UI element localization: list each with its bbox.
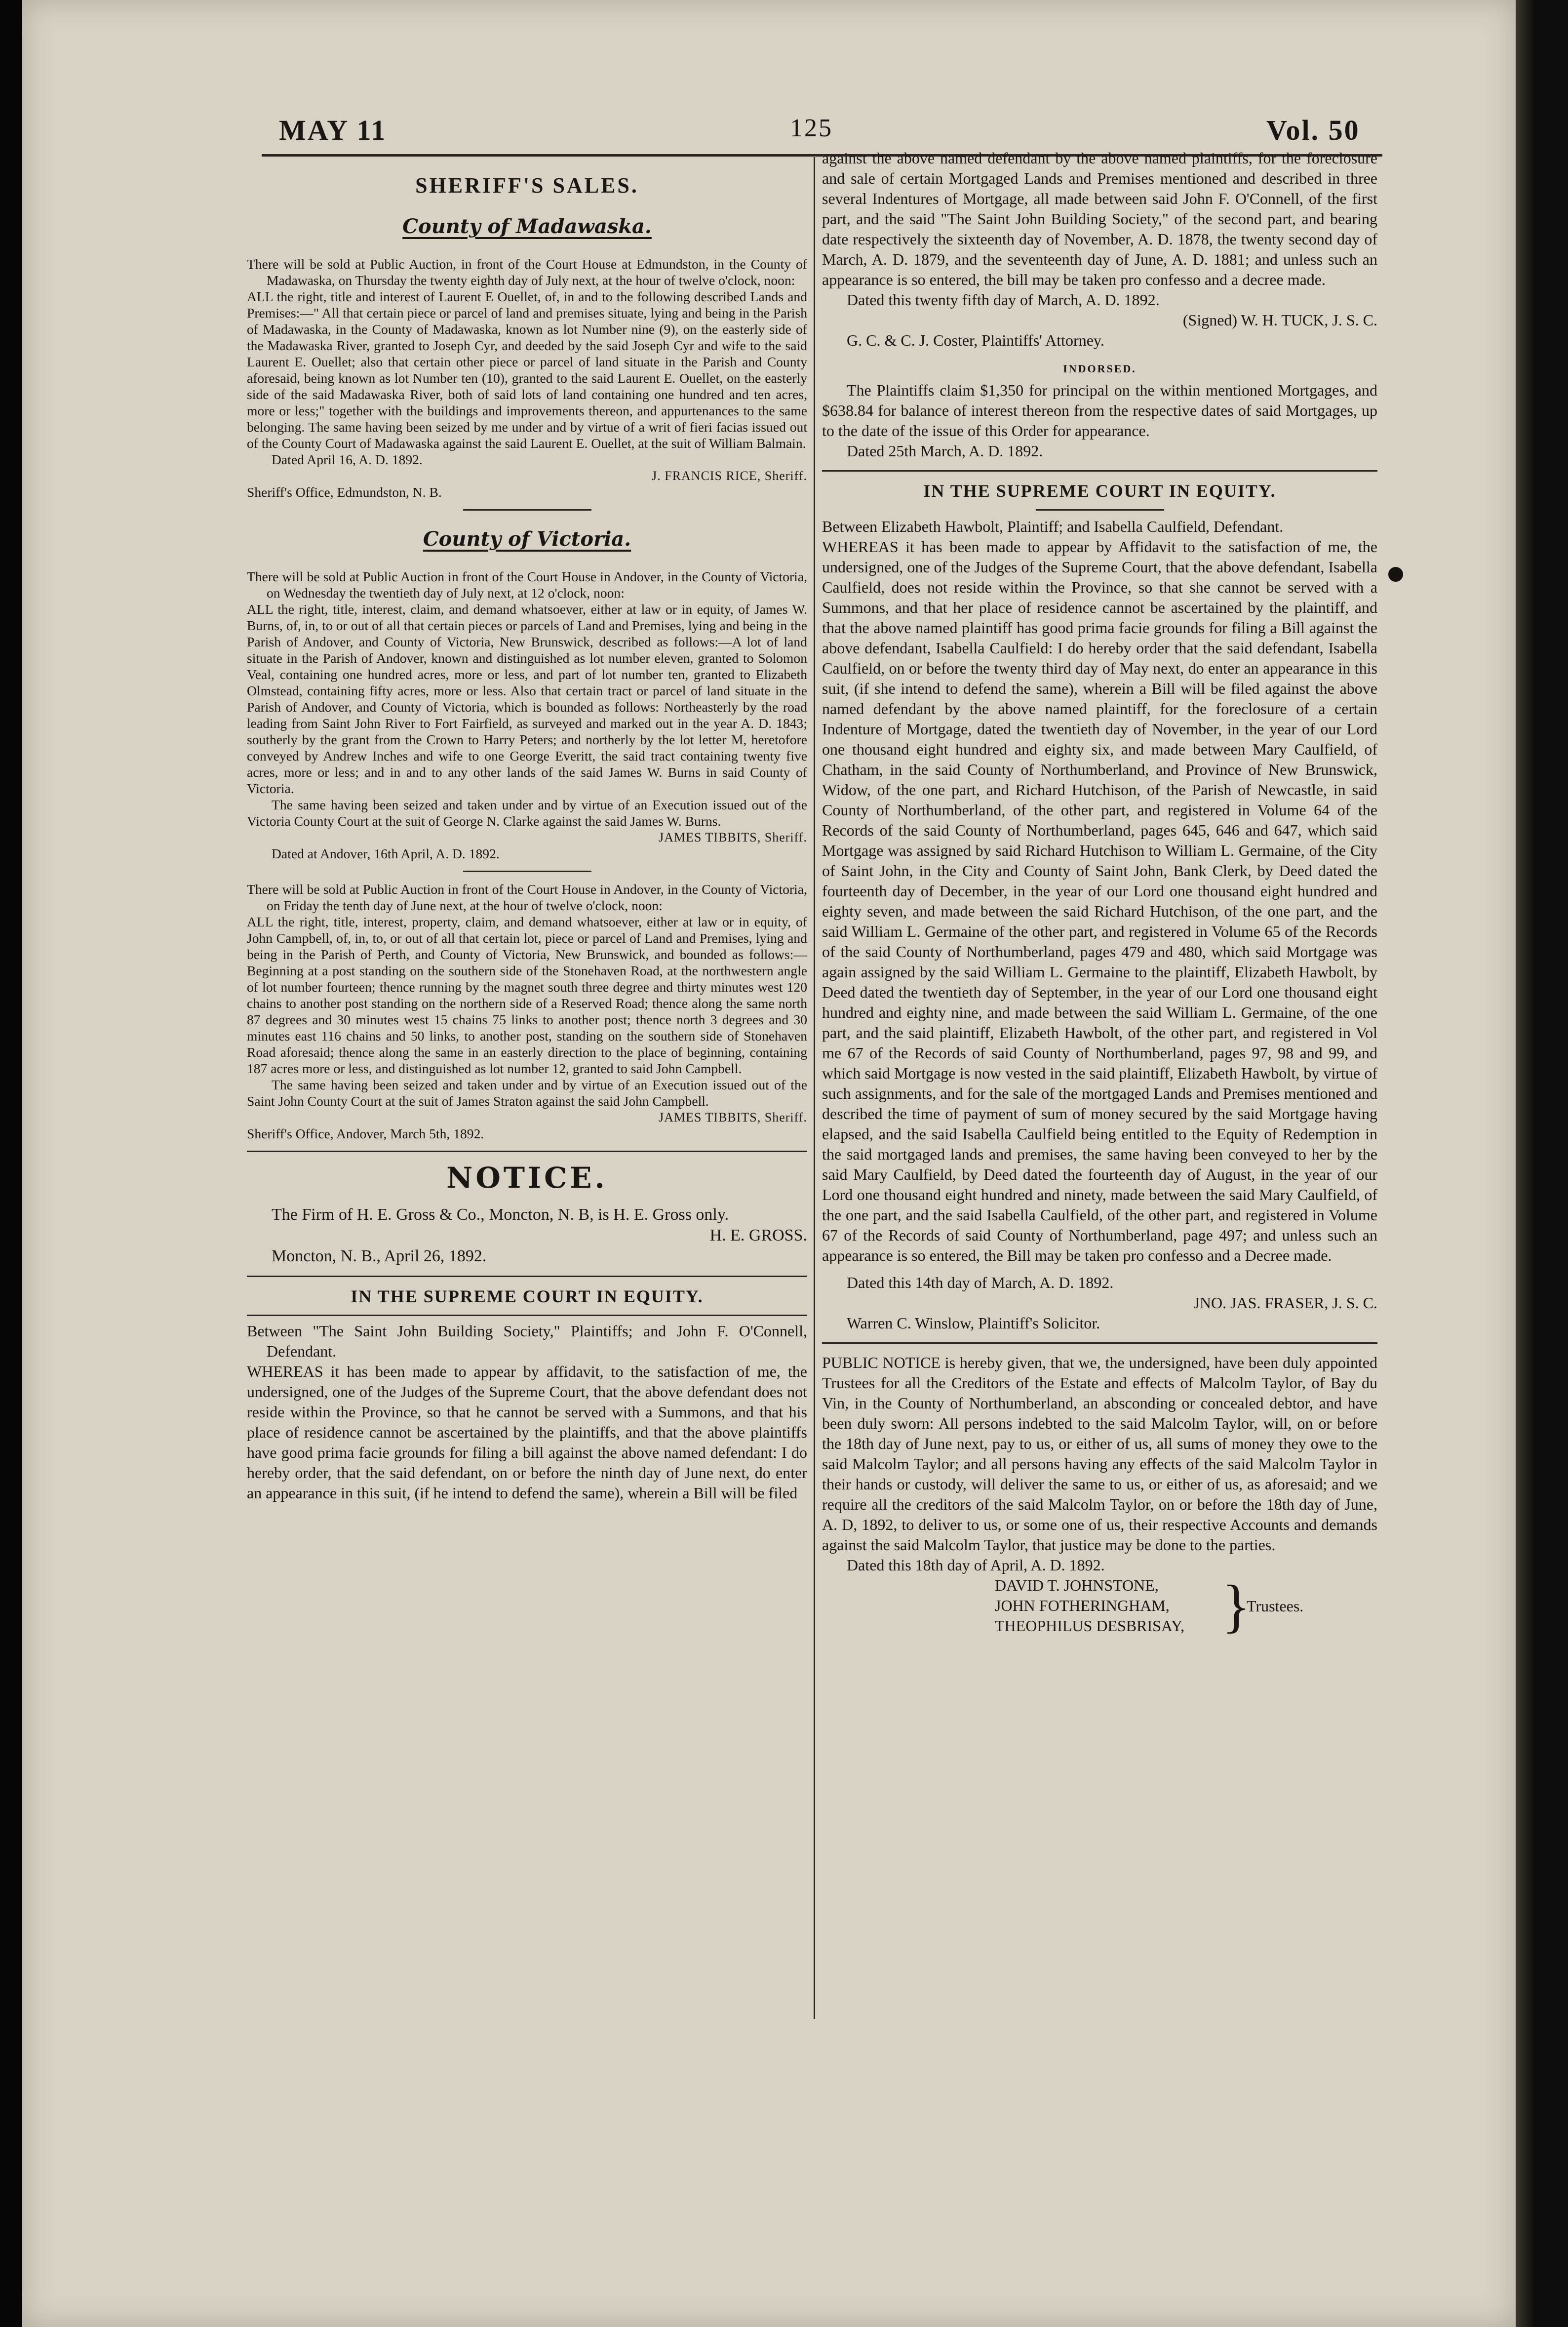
victoria-heading: County of Victoria. (423, 527, 631, 551)
victoria2-seized: The same having been seized and taken under and by virtue of an Execution issued out of the Saint John County Court at the suit of James Straton against the said John Campbell. (247, 1077, 807, 1109)
notice-place-date: Moncton, N. B., April 26, 1892. (272, 1247, 487, 1265)
victoria-dated: Dated at Andover, 16th April, A. D. 1892. (272, 846, 500, 861)
trustees-block (822, 1573, 1377, 1639)
ink-blot (1388, 567, 1403, 582)
section-divider (822, 470, 1377, 472)
equity2-body: WHEREAS it has been made to appear by Affidavit to the satisfaction of me, the undersigned, one of the Judges of the Supreme Court, that the above defendant, Isabella Caulfield, does not reside within the Province, so that she cannot be served with a Summons, and that her place of residence cannot be ascertained by the plaintiff, and that the above named plaintiff has good prima facie grounds for filing a Bill against the above defendant, Isabella Caulfield: I do hereby order that the said defendant, Isabella Caulfield, on or before the twenty third day of May next, do enter an appearance in this suit, (if she intend to defend the same), wherein a Bill will be filed against the above named defendant by the above named plaintiff, for the foreclosure of a certain Indenture of Mortgage, dated the twentieth day of November, in the year of our Lord one thousand eight hundred and eighty six, and made between Mary Caulfield, of Chatham, in the said County of Northumberland, and Province of New Brunswick, Widow, of the one part, and Richard Hutchison, of the Parish of Newcastle, in said County of Northumberland, of the other part, and registered in Volume 64 of the Records of the said County of Northumberland, pages 645, 646 and 647, which said Mortgage was assigned by said Richard Hutchison to William L. Germaine, of the City of Saint John, in the City and County of Saint John, Bank Clerk, by Deed dated the fourteenth day of December, in the year of our Lord one thousand eight hundred and eighty seven, and made between the said Richard Hutchison, of the one part, and the said William L. Germaine of the other part, and registered in Volume 65 of the Records of the said County of Northumberland, pages 479 and 480, which said Mortgage was again assigned by the said William L. Germaine to the plaintiff, Elizabeth Hawbolt, by Deed dated the twentieth day of September, in the year of our Lord one thousand eight hundred and eighty nine, and made between the said William L. Germaine, of the one part, and the said plaintiff, Elizabeth Hawbolt, of the other part, and registered in Vol me 67 of the Records of said County of Northumberland, pages 97, 98 and 99, and which said Mortgage is now vested in the said plaintiff, Elizabeth Hawbolt, by virtue of such assignments, and for the sale of the mortgaged Lands and Premises mentioned and described the time of payment of sum of money secured by the said Mortgage having elapsed, and the said Isabella Caulfield being entitled to the Equity of Redemption in the said mortgaged lands and premises, the same having been conveyed to her by the said Mary Caulfield, by Deed dated the fourteenth day of August, in the year of our Lord one thousand eight hundred and ninety, made between the said Mary Caulfield, of the one part, and the said Isabella Caulfield, of the other part, and registered in Volume 67 of the Records of said County of Northumberland, page 497; and unless such an appearance is so entered, the Bill may be taken pro confesso and a Decree made. (822, 538, 1377, 1264)
madawaska-intro: There will be sold at Public Auction, in front of the Court House at Edmundston, in the County of Madawaska, on Thursday the twenty eighth day of July next, at the hour of twelve o'clock, noon: (247, 256, 807, 288)
victoria-intro: There will be sold at Public Auction in front of the Court House in Andover, in the County of Victoria, on Wednesday the twentieth day of July next, at 12 o'clock, noon: (247, 569, 807, 601)
equity2-solicitor: Warren C. Winslow, Plaintiff's Solicitor. (847, 1314, 1100, 1332)
equity-heading: IN THE SUPREME COURT IN EQUITY. (351, 1286, 704, 1306)
victoria-signature: JAMES TIBBITS, Sheriff. (659, 830, 807, 844)
left-column (247, 158, 807, 1503)
public-notice-dated: Dated this 18th day of April, A. D. 1892. (847, 1556, 1105, 1574)
sheriffs-sales-title: SHERIFF'S SALES. (415, 173, 639, 198)
madawaska-office: Sheriff's Office, Edmundston, N. B. (247, 484, 442, 500)
scan-margin-left (0, 0, 22, 2327)
victoria2-intro: There will be sold at Public Auction in front of the Court House in Andover, in the County of Victoria, on Friday the tenth day of June next, at the hour of twelve o'clock, noon: (247, 882, 807, 913)
section-divider (247, 1276, 807, 1277)
madawaska-heading: County of Madawaska. (402, 215, 652, 238)
equity-continued: against the above named defendant by the above named plaintiffs, for the foreclosure and sale of certain Mortgaged Lands and Premises mentioned and described in three several Indentures of Mortgage, all made between said John F. O'Connell, of the first part, and the said "The Saint John Building Society," of the second part, and bearing date respectively the sixteenth day of November, A. D. 1878, the twenty second day of March, A. D. 1879, and the seventeenth day of June, A. D. 1881; and unless such an appearance is so entered, the bill may be taken pro confesso and a decree made. (822, 149, 1377, 288)
page-number: 125 (790, 114, 833, 142)
notice-signature: H. E. GROSS. (709, 1226, 807, 1244)
equity-parties: Between "The Saint John Building Society," Plaintiffs; and John F. O'Connell, Defendant. (247, 1322, 807, 1360)
section-divider (463, 509, 591, 511)
brace-glyph: } (1222, 1573, 1251, 1639)
equity2-parties: Between Elizabeth Hawbolt, Plaintiff; and Isabella Caulfield, Defendant. (822, 518, 1284, 535)
victoria2-body: ALL the right, title, interest, property, claim, and demand whatsoever, either at law or in equity, of John Campbell, of, in, to, or out of all that certain lot, piece or parcel of Land and Premises, lying and being in the Parish of Perth, and County of Victoria, New Brunswick, and bounded as follows:—Beginning at a post standing on the southern side of the Stonehaven Road, at the northwestern angle of lot number fourteen; thence running by the magnet south three degree and thirty minutes west 120 chains to another post standing on the northern side of a Reserved Road; thence along the same north 87 degrees and 30 minutes west 15 chains 75 links to another post; thence north 3 degrees and 30 minutes east 116 chains and 50 links, to another post, standing on the southern side of Stonehaven Road aforesaid; thence along the same in an easterly direction to the place of beginning, containing 187 acres more or less, and distinguished as lot number 12, granted to said John Campbell. (247, 914, 807, 1076)
trustee-name: THEOPHILUS DESBRISAY, (995, 1617, 1185, 1635)
madawaska-dated: Dated April 16, A. D. 1892. (272, 452, 423, 467)
equity2-signature: JNO. JAS. FRASER, J. S. C. (1193, 1294, 1377, 1312)
column-divider (814, 157, 815, 2019)
volume-number: Vol. 50 (1266, 114, 1360, 146)
endorsed-dated: Dated 25th March, A. D. 1892. (847, 442, 1043, 460)
equity-body: WHEREAS it has been made to appear by affidavit, to the satisfaction of me, the undersigned, one of the Judges of the Supreme Court, that the above defendant does not reside within the Province, so that he cannot be served with a Summons, and that his place of residence cannot be ascertained by the plaintiffs, and that the above plaintiffs have good prima facie grounds for filing a bill against the above named defendant: I do hereby order, that the said defendant, on or before the ninth day of June next, do enter an appearance in this suit, (if he intend to defend the same), wherein a Bill will be filed (247, 1363, 807, 1502)
victoria2-office: Sheriff's Office, Andover, March 5th, 1892. (247, 1126, 484, 1141)
equity2-dated: Dated this 14th day of March, A. D. 1892. (847, 1274, 1114, 1291)
section-divider (247, 1151, 807, 1152)
trustee-name: JOHN FOTHERINGHAM, (995, 1597, 1170, 1614)
section-divider (463, 871, 591, 872)
section-divider (247, 1315, 807, 1316)
public-notice-body: PUBLIC NOTICE is hereby given, that we, the undersigned, have been duly appointed Trustees for all the Creditors of the Estate and effects of Malcolm Taylor, of Bay du Vin, in the County of Northumberland, an absconding or concealed debtor, and have been duly sworn: All persons indebted to the said Malcolm Taylor, will, on or before the 18th day of June next, pay to us, or either of us, all sums of money they owe to the said Malcolm Taylor; and all persons having any effects of the said Malcolm Taylor in their hands or custody, will deliver the same to us, or either of us, as aforesaid; and we require all the creditors of the said Malcolm Taylor, on or before the 18th day of June, A. D, 1892, to deliver to us, or some one of us, their respective Accounts and demands against the said Malcolm Taylor, that justice may be done to the parties. (822, 1354, 1377, 1554)
victoria-body: ALL the right, title, interest, claim, and demand whatsoever, either at law or in equity, of James W. Burns, of, in, to or out of all that certain pieces or parcels of Land and Premises, lying and being in the Parish of Andover, and County of Victoria, New Brunswick, described as follows:—A lot of land situate in the Parish of Andover, known and distinguished as lot number eleven, granted to Solomon Veal, containing one hundred acres, more or less, and part of lot number ten, granted to Elizabeth Olmstead, containing fifty acres, more or less. Also that certain tract or parcel of land situate in the Parish of Andover, and County of Victoria, which is bounded as follows: Northeasterly by the road leading from Saint John River to Fort Fairfield, as surveyed and marked out in the year A. D. 1843; southerly by the grant from the Crown to Harry Peters; and northerly by the lot letter M, heretofore conveyed by Andrew Inches and wife to one George Everitt, the said tract containing twenty five acres, more or less; and in and to any other lands of the said James W. Burns in said County of Victoria. (247, 602, 807, 796)
trustees-label: Trustees. (1247, 1597, 1304, 1615)
trustee-name: DAVID T. JOHNSTONE, (995, 1576, 1159, 1594)
section-divider (1036, 509, 1164, 511)
notice-body: The Firm of H. E. Gross & Co., Moncton, N. B, is H. E. Gross only. (272, 1205, 729, 1224)
endorsed-body: The Plaintiffs claim $1,350 for principal on the within mentioned Mortgages, and $638.84 for balance of interest thereon from the respective dates of said Mortgages, up to the date of the issue of this Order for appearance. (822, 381, 1377, 440)
victoria2-signature: JAMES TIBBITS, Sheriff. (659, 1110, 807, 1124)
madawaska-signature: J. FRANCIS RICE, Sheriff. (652, 469, 807, 483)
equity-continued-signed: (Signed) W. H. TUCK, J. S. C. (1182, 311, 1377, 329)
victoria-seized: The same having been seized and taken under and by virtue of an Execution issued out of the Victoria County Court at the suit of George N. Clarke against the said James W. Burns. (247, 797, 807, 829)
madawaska-body: ALL the right, title and interest of Laurent E Ouellet, of, in and to the following described Lands and Premises:—" All that certain piece or parcel of land and premises situate, lying and being in the Parish of Madawaska, in the County of Madawaska, known as lot Number nine (9), on the easterly side of the Madawaska River, granted to Joseph Cyr, and deeded by the said Joseph Cyr and wife to the said Laurent E. Ouellet; also that certain other piece or parcel of land situate in the Parish and County aforesaid, being known as lot Number ten (10), granted to the said Laurent E. Ouellet, on the easterly side of the said Madawaska River, both of said lots of land containing one hundred and ten acres, more or less;" together with the buildings and improvements thereon, and appurtenances to the same belonging. The same having been seized by me under and by virtue of a writ of fieri facias issued out of the County Court of Madawaska against the said Laurent E. Ouellet, at the suit of William Balmain. (247, 289, 807, 451)
equity-continued-attorney: G. C. & C. J. Coster, Plaintiffs' Attorney. (847, 331, 1104, 349)
equity-continued-dated: Dated this twenty fifth day of March, A. D. 1892. (847, 291, 1160, 309)
equity2-heading: IN THE SUPREME COURT IN EQUITY. (923, 481, 1276, 501)
issue-date: MAY 11 (279, 114, 387, 146)
right-column (822, 148, 1377, 1639)
section-divider (822, 1342, 1377, 1344)
notice-heading: NOTICE. (446, 1161, 608, 1195)
page-edge-shadow (1516, 0, 1533, 2327)
endorsed-label: INDORSED. (1063, 362, 1137, 375)
